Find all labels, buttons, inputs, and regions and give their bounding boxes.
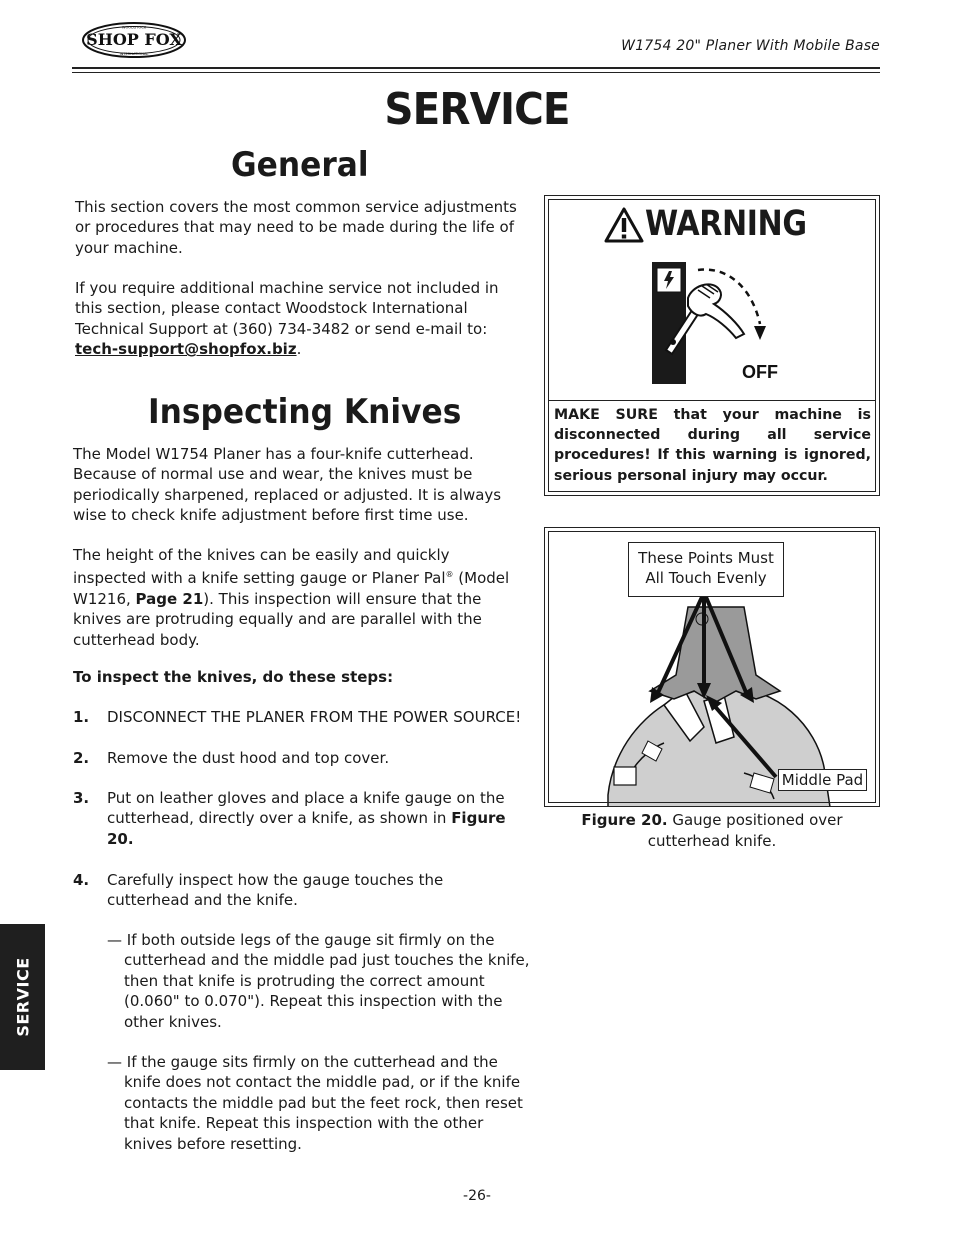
off-label: OFF	[742, 362, 778, 382]
inspecting-paragraph-2-b: (Model W1216,	[73, 569, 510, 608]
shop-fox-logo	[82, 22, 186, 58]
callout-touch-points: These Points Must All Touch Evenly	[628, 542, 784, 597]
warning-title: WARNING	[645, 204, 807, 244]
general-paragraph-2-text: If you require additional machine service not included in this section, please contact Woodstock International Technical Support at (360) 734-3482 or send e-mail to:	[75, 279, 499, 338]
inspecting-paragraph-2-c: ). This inspection will ensure that the knives are protruding equally and are parallel with the cutterhead body.	[73, 589, 482, 649]
warning-triangle-icon	[604, 207, 644, 247]
disconnect-switch-illustration	[640, 258, 790, 392]
step-3-number: 3.	[73, 789, 90, 807]
email-suffix: .	[296, 340, 302, 359]
sub-step-reset: — If the gauge sits firmly on the cutterhead and the knife does not contact the middle pad, or if the knife contacts the middle pad but the feet rock, then reset that knife. Repeat this inspection with the other knives before resetting.	[107, 1053, 523, 1153]
general-paragraph-2	[75, 278, 515, 360]
side-tab-label: SERVICE	[13, 957, 32, 1037]
step-4-number: 4.	[73, 871, 90, 889]
page-reference: Page 21	[135, 589, 204, 608]
logo-small-bottom: INTERNATIONAL	[119, 52, 149, 56]
step-4-text: Carefully inspect how the gauge touches the cutterhead and the knife.	[107, 871, 444, 910]
steps-intro: To inspect the knives, do these steps:	[73, 668, 394, 686]
header-rule-thin	[72, 72, 880, 73]
warning-text: MAKE SURE that your machine is disconnected during all service procedures! If this warning is ignored, serious personal injury may occur.	[554, 407, 871, 484]
header-rule-thick	[72, 67, 880, 69]
page-number: -26-	[463, 1188, 491, 1204]
inspecting-paragraph-2-a: The height of the knives can be easily and quickly inspected with a knife setting gauge or Planer Pal	[73, 546, 450, 588]
logo-small-top: WOODSTOCK	[121, 25, 147, 30]
document-title: W1754 20" Planer With Mobile Base	[621, 38, 880, 54]
sub-step-correct: — If both outside legs of the gauge sit firmly on the cutterhead and the middle pad just touches the knife, then that knife is protruding the correct amount (0.060" to 0.070"). Repeat this inspection with the other knives.	[107, 931, 530, 1031]
step-3-body: Put on leather gloves and place a knife gauge on the cutterhead, directly over a knife, as shown in	[107, 789, 505, 828]
support-email-link[interactable]: tech-support@shopfox.biz	[75, 340, 297, 359]
logo-text: SHOP FOX	[86, 30, 182, 49]
figure-caption-label: Figure 20.	[581, 811, 668, 829]
step-1-text: DISCONNECT THE PLANER FROM THE POWER SOURCE!	[107, 708, 522, 726]
figure-caption-text: Gauge positioned over cutterhead knife.	[647, 811, 843, 850]
general-heading: General	[231, 145, 369, 185]
callout-middle-pad: Middle Pad	[778, 769, 867, 791]
inspecting-paragraph-2	[73, 545, 521, 650]
figure-caption	[548, 810, 876, 852]
inspecting-paragraph-1: The Model W1754 Planer has a four-knife cutterhead. Because of normal use and wear, the knives must be periodically sharpened, replaced or adjusted. It is always wise to check knife adjustment before first time use.	[73, 445, 502, 525]
section-side-tab[interactable]	[0, 924, 45, 1070]
step-2-text: Remove the dust hood and top cover.	[107, 749, 390, 767]
page-title: SERVICE	[384, 84, 570, 135]
step-2-number: 2.	[73, 749, 90, 767]
step-3-text	[107, 788, 523, 849]
step-1-number: 1.	[73, 708, 90, 726]
inspecting-knives-heading: Inspecting Knives	[148, 392, 462, 432]
figure-reference: Figure 20.	[107, 809, 506, 848]
warning-divider	[548, 400, 876, 401]
general-paragraph-1: This section covers the most common service adjustments or procedures that may need to be made during the life of your machine.	[75, 198, 517, 257]
registered-mark: ®	[445, 570, 454, 580]
